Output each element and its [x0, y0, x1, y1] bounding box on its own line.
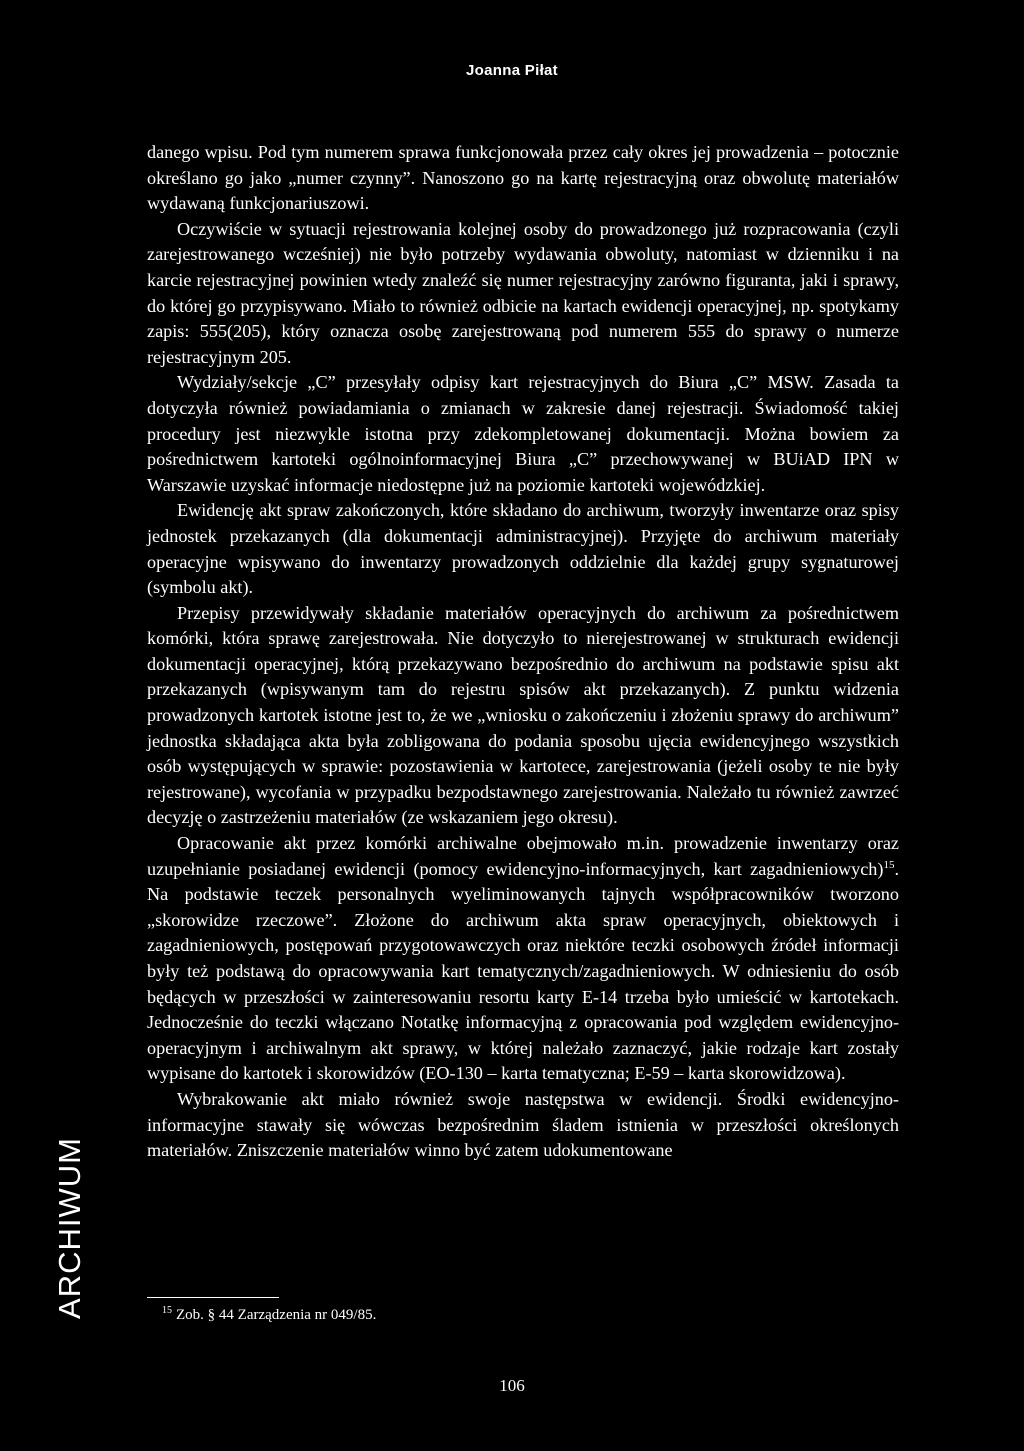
main-text	[147, 140, 899, 1164]
paragraph: Ewidencję akt spraw zakończonych, które składano do archiwum, tworzyły inwentarze oraz spisy jednostek przekazanych (dla dokumentacji administracyjnej). Przyjęte do archiwum materiały operacyjne wpisywano do inwentarzy prowadzonych oddzielnie dla każdej grupy sygnaturowej (symbolu akt).	[147, 500, 899, 598]
footnote-reference[interactable]: 15	[883, 858, 895, 871]
footnote-separator	[147, 1297, 279, 1298]
paragraph: Wybrakowanie akt miało również swoje następstwa w ewidencji. Środki ewidencyjno-informacyjne stawały się wówczas bezpośrednim śladem istnienia w przeszłości określonych materiałów. Zniszczenie materiałów winno być zatem udokumentowane	[147, 1088, 899, 1161]
paragraph: Oczywiście w sytuacji rejestrowania kolejnej osoby do prowadzonego już rozpracowania (czyli zarejestrowanego wcześniej) nie było potrzeby wydawania obwoluty, natomiast w dzienniku i na karcie rejestracyjnej powinien wtedy znaleźć się numer rejestracyjny zarówno figuranta, jaki i sprawy, do której go przypisywano. Miało to również odbicie na kartach ewidencji operacyjnej, np. spotykamy zapis: 555(205), który oznacza osobę zarejestrowaną pod numerem 555 do sprawy o numerze rejestracyjnym 205.	[147, 218, 899, 367]
footnote-text: Zob. § 44 Zarządzenia nr 049/85.	[176, 1307, 377, 1323]
running-header: Joanna Piłat	[466, 62, 558, 79]
paragraph: danego wpisu. Pod tym numerem sprawa funkcjonowała przez cały okres jej prowadzenia – potocznie określano go jako „numer czynny”. Nanoszono go na kartę rejestracyjną oraz obwolutę materiałów wydawaną funkcjonariuszowi.	[147, 142, 899, 214]
footnote	[162, 1306, 376, 1324]
paragraph-with-footnote	[147, 831, 899, 1087]
page-number: 106	[499, 1376, 525, 1395]
paragraph-text: Opracowanie akt przez komórki archiwalne obejmowało m.in. prowadzenie inwentarzy oraz uzupełnianie posiadanej ewidencji (pomocy ewidencyjno-informacyjnych, kart zagadnieniowych)	[147, 833, 899, 879]
paragraph: Wydziały/sekcje „C” przesyłały odpisy kart rejestracyjnych do Biura „C” MSW. Zasada ta dotyczyła również powiadamiania o zmianach w zakresie danej rejestracji. Świadomość takiej procedury jest niezwykle istotna przy zdekompletowanej dokumentacji. Można bowiem za pośrednictwem kartoteki ogólnoinformacyjnej Biura „C” przechowywanej w BUiAD IPN w Warszawie uzyskać informacje niedostępne już na poziomie kartoteki wojewódzkiej.	[147, 372, 899, 495]
footnote-number: 15	[162, 1305, 172, 1316]
paragraph-text: . Na podstawie teczek personalnych wyeliminowanych tajnych współpracowników tworzono „skorowidze rzeczowe”. Złożone do archiwum akta spraw operacyjnych, obiektowych i zagadnieniowych, postępowań przygotowawczych oraz niektóre teczki osobowych źródeł informacji były też podstawą do opracowywania kart tematycznych/zagadnieniowych. W odniesieniu do osób będących w przeszłości w zainteresowaniu resortu karty E-14 trzeba było umieścić w kartotekach. Jednocześnie do teczki włączano Notatkę informacyjną z opracowania pod względem ewidencyjno-operacyjnym i archiwalnym akt sprawy, w której należało zaznaczyć, jakie rodzaje kart zostały wypisane do kartotek i skorowidzów (EO-130 – karta tematyczna; E-59 – karta skorowidzowa).	[147, 858, 899, 1084]
paragraph: Przepisy przewidywały składanie materiałów operacyjnych do archiwum za pośrednictwem komórki, która sprawę zarejestrowała. Nie dotyczyło to nierejestrowanej w strukturach ewidencji dokumentacji operacyjnej, którą przekazywano bezpośrednio do archiwum na podstawie spisu akt przekazanych (wpisywanym tam do rejestru spisów akt przekazanych). Z punktu widzenia prowadzonych kartotek istotne jest to, że we „wniosku o zakończeniu i złożeniu sprawy do archiwum” jednostka składająca akta była zobligowana do podania sposobu ujęcia ewidencyjnego wszystkich osób występujących w sprawie: pozostawienia w kartotece, zarejestrowania (jeżeli osoby te nie były rejestrowane), wycofania w przypadku bezpodstawnego zarejestrowania. Należało tu również zawrzeć decyzję o zastrzeżeniu materiałów (ze wskazaniem jego okresu).	[147, 602, 899, 828]
side-label-text: ARCHIWUM	[52, 1136, 87, 1319]
section-side-label	[52, 1125, 88, 1330]
